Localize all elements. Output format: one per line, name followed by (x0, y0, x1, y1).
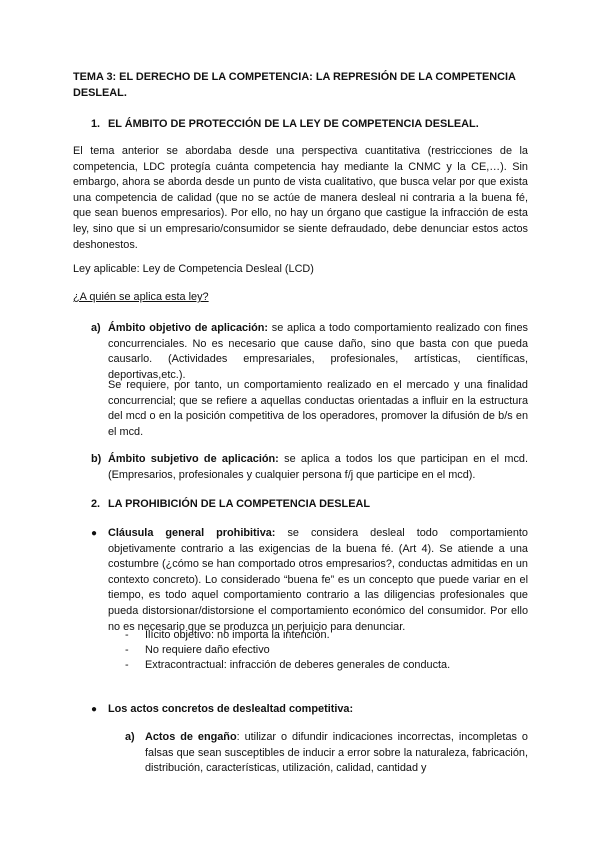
deception-term: Actos de engaño (145, 731, 237, 743)
dash-icon: - (125, 644, 129, 656)
deception-text: : utilizar o difundir indicaciones incorrectas, incompletas o falsas que sean susceptibles de inducir a error sobre la naturaleza, fabricación, distribución, características, utilización, calidad, cantidad y (145, 731, 528, 775)
item-a-marker: a) (91, 322, 101, 334)
applicable-law: Ley aplicable: Ley de Competencia Desleal (LCD) (73, 263, 314, 275)
item-b-marker: b) (91, 453, 102, 465)
item-a-requirement: Se requiere, por tanto, un comportamiento realizado en el mercado y una finalidad concurrencial; que se refiere a aquellas conductas orientadas a influir en la estructura del mcd o en la posición competitiva de los operadores, promover la difusión de b/s en el mcd. (108, 379, 528, 438)
scope-question: ¿A quién se aplica esta ley? (73, 291, 209, 303)
page-title: TEMA 3: EL DERECHO DE LA COMPETENCIA: LA REPRESIÓN DE LA COMPETENCIA DESLEAL. (73, 71, 516, 99)
section-1-intro: El tema anterior se abordaba desde una perspectiva cuantitativa (restricciones de la competencia, LDC protegía cuánta competencia hay mediante la CNMC y la CE,…). Sin embargo, ahora se aborda desde un punto de vista cualitativo, que busca velar por que exista una competencia de calidad (que no se actúe de manera desleal ni contraria a la buena fé, que sean buenos empresarios). Por ello, no hay un órgano que castigue la infracción de esta ley, sino que si un empresario/consumidor se siente defraudado, debe denunciar estos actos deshonestos. (73, 145, 528, 251)
item-a-objective-scope (108, 321, 528, 383)
section-1-number: 1. (91, 118, 101, 130)
item-b-term: Ámbito subjetivo de aplicación: (108, 453, 279, 465)
subitem-illicit: Ilícito objetivo: no importa la intención. (145, 629, 330, 641)
subitem-extracontractual: Extracontractual: infracción de deberes generales de conducta. (145, 659, 451, 671)
concrete-acts-heading: Los actos concretos de deslealtad competitiva: (108, 703, 354, 715)
dash-icon: - (125, 629, 129, 641)
bullet-icon: ● (91, 704, 98, 715)
section-1-heading: EL ÁMBITO DE PROTECCIÓN DE LA LEY DE COMPETENCIA DESLEAL. (108, 118, 479, 130)
deception-acts (145, 730, 528, 777)
subitem-no-damage: No requiere daño efectivo (145, 644, 270, 656)
item-b-text: se aplica a todos los que participan en el mcd. (Empresarios, profesionales y cualquier persona f/j que participe en el mcd). (108, 453, 528, 481)
section-2-heading: LA PROHIBICIÓN DE LA COMPETENCIA DESLEAL (108, 498, 370, 510)
item-a-text: se aplica a todo comportamiento realizado con fines concurrenciales. No es necesario que cause daño, sino que basta con que pueda causarlo. (Actividades empresariales, profesionales, artísticas, científicas, deportivas,etc.). (108, 322, 528, 381)
general-prohibitive-clause (108, 526, 528, 635)
clause-term: Cláusula general prohibitiva: (108, 527, 276, 539)
sub-a-marker: a) (125, 731, 135, 743)
item-b-subjective-scope (108, 452, 528, 483)
clause-text: se considera desleal todo comportamiento objetivamente contrario a las exigencias de la buena fé. (Art 4). Se atiende a una costumbre (¿cómo se han comportado otros empresarios?, conductas admitidas en un contexto concreto). Lo considerado “buena fe” es un concepto que puede variar en el tiempo, es todo aquel comportamiento contrario a las diligencias profesionales que pueda distorsionar/distorsione el comportamiento económico del consumidor. Por ello no es necesario que se produzca un perjuicio para denunciar. (108, 527, 528, 633)
item-a-term: Ámbito objetivo de aplicación: (108, 322, 269, 334)
section-2-number: 2. (91, 498, 101, 510)
bullet-icon: ● (91, 528, 98, 539)
dash-icon: - (125, 659, 129, 671)
